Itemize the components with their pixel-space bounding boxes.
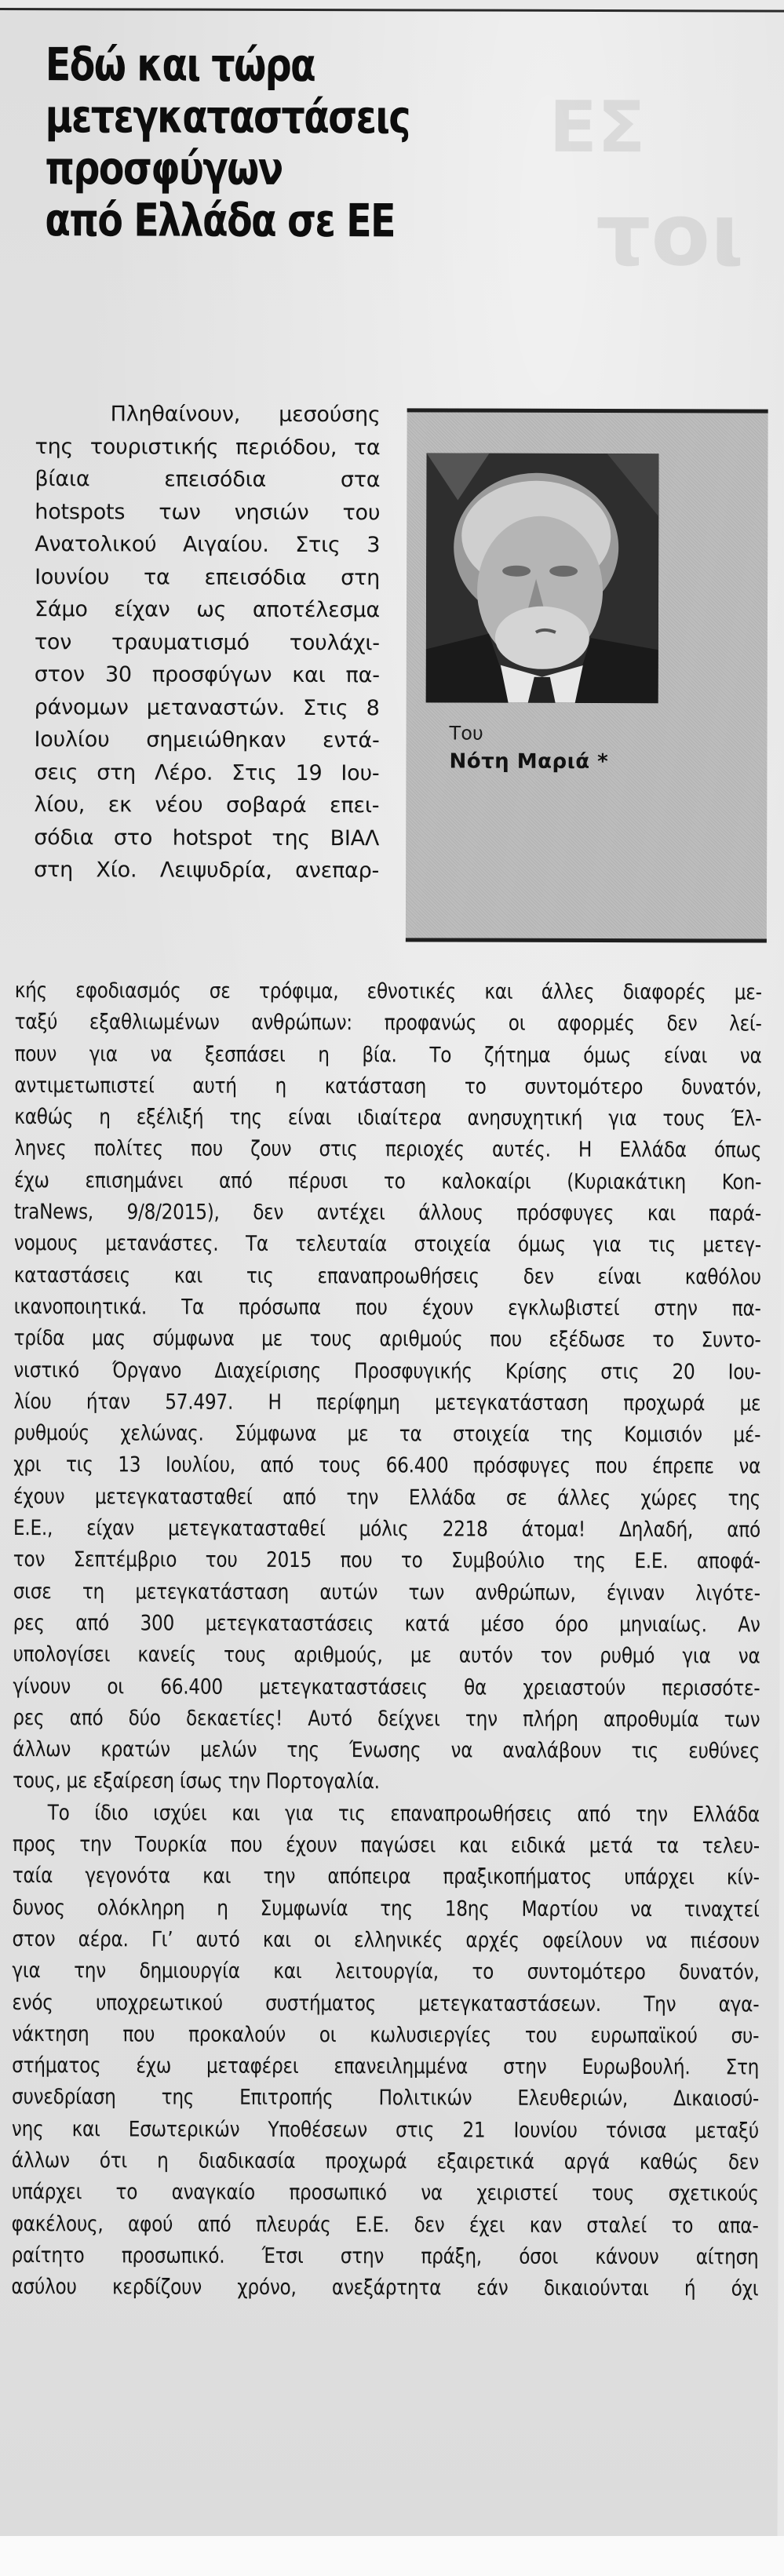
text-line: στον αέρα. Γι’ αυτό και οι ελληνικές αρχές οφείλουν να πιέσουν — [12, 1926, 760, 1954]
text-line: πουν για να ξεσπάσει η βία. Το ζήτημα όμως είναι να — [14, 1041, 762, 1069]
page-margin — [0, 2536, 784, 2576]
text-line: καθώς η εξέλιξή της είναι ιδιαίτερα ανησυχητική για τους Έλ- — [14, 1105, 762, 1131]
byline-prefix: Του — [449, 722, 483, 745]
text-line: τρίδα μας σύμφωνα με τους αριθμούς που εξέδωσε το Συντο- — [13, 1326, 761, 1353]
text-line: traNews, 9/8/2015), δεν αντέχει άλλους πρόσφυγες και παρά- — [13, 1200, 762, 1226]
headline-line: προσφύγων — [45, 141, 283, 195]
text-line: λίου, εκ νέου σοβαρά επει- — [34, 792, 380, 818]
author-box — [406, 408, 768, 942]
text-line: Σάμο είχαν ως αποτέλεσμα — [34, 597, 381, 623]
text-line: ασύλου κερδίζουν χρόνο, ανεξάρτητα εάν δικαιούνται ή όχι — [11, 2275, 759, 2301]
text-line: τον τραυματισμό τουλάχι- — [34, 629, 380, 655]
text-line: ράνομων μεταναστών. Στις 8 — [34, 694, 380, 720]
text-line: έχω επισημάνει από πέρυσι το καλοκαίρι (Κυριακάτικη Kon- — [14, 1168, 762, 1195]
headline-line: Εδώ και τώρα — [45, 38, 315, 93]
text-line: Το ίδιο ισχύει και για τις επαναπροωθήσεις από την Ελλάδα — [47, 1800, 760, 1827]
text-line: γίνουν οι 66.400 μετεγκαταστάσεις θα χρειαστούν περισσότε- — [13, 1674, 760, 1701]
text-line: ρες από 300 μετεγκαταστάσεις κατά μέσο όρο μηνιαίως. Αν — [13, 1610, 760, 1638]
text-line: Ιουνίου τα επεισόδια στη — [35, 564, 381, 590]
text-line: ικανοποιητικά. Τα πρόσωπα που έχουν εγκλωβιστεί στην πα- — [13, 1295, 761, 1321]
text-line: καταστάσεις και τις επαναπροωθήσεις δεν είναι καθόλου — [13, 1262, 761, 1290]
text-line: ταξύ εξαθλιωμένων ανθρώπων: προφανώς οι αφορμές δεν λεί- — [14, 1010, 762, 1037]
newspaper-clipping — [0, 8, 784, 2573]
bleed-through-text: τοι — [596, 184, 745, 286]
text-line: στη Χίο. Λειψυδρία, ανεπαρ- — [34, 858, 380, 884]
author-portrait-icon — [426, 453, 659, 703]
article-body — [11, 975, 761, 2305]
text-line: συνεδρίαση της Επιτροπής Πολιτικών Ελευθεριών, Δικαιοσύ- — [11, 2085, 760, 2111]
text-line: Πληθαίνουν, μεσούσης — [110, 402, 381, 428]
text-line: αντιμετωπιστεί αυτή η κατάσταση το συντομότερο δυνατόν, — [14, 1073, 762, 1100]
text-line: στήματος έχω μεταφέρει επανειλημμένα στην Ευρωβουλή. Στη — [12, 2053, 760, 2080]
text-line: για την δημιουργία και λειτουργία, το συντομότερο δυνατόν, — [12, 1958, 760, 1985]
article-intro-column — [34, 398, 381, 887]
text-line: δυνος ολόκληρη η Συμφωνία της 18ης Μαρτίου να τιναχτεί — [12, 1895, 760, 1922]
text-line: σισε τη μετεγκατάσταση αυτών των ανθρώπων, έγιναν λιγότε- — [13, 1579, 760, 1606]
text-line: ταία γεγονότα και την απόπειρα πραξικοπήματος υπάρχει κίν- — [12, 1864, 760, 1890]
author-photo — [426, 453, 659, 703]
text-line: νομους μετανάστες. Τα τελευταία στοιχεία όμως για τις μετεγ- — [13, 1231, 761, 1258]
text-line: άλλων κρατών μελών της Ένωσης να αναλάβουν τις ευθύνες — [13, 1737, 760, 1764]
text-line: τον Σεπτέμβριο του 2015 που το Συμβούλιο της Ε.Ε. αποφά- — [13, 1547, 760, 1574]
text-line: κής εφοδιασμός σε τρόφιμα, εθνοτικές και άλλες διαφορές με- — [14, 978, 762, 1005]
author-name: Νότη Μαριά * — [449, 749, 609, 774]
text-line: Ανατολικού Αιγαίου. Στις 3 — [35, 532, 381, 558]
text-line: τους, με εξαίρεση ίσως την Πορτογαλία. — [13, 1769, 380, 1794]
text-line: νιστικό Όργανο Διαχείρισης Προσφυγικής Κρίσης στις 20 Ιου- — [13, 1357, 761, 1385]
text-line: ρες από δύο δεκαετίες! Αυτό δείχνει την πλήρη απροθυμία των — [13, 1705, 760, 1733]
text-line: νάκτηση που προκαλούν οι κωλυσιεργίες του ευρωπαϊκού συ- — [12, 2021, 760, 2049]
text-line: στον 30 προσφύγων και πα- — [34, 662, 380, 688]
text-line: Ιουλίου σημειώθηκαν εντά- — [34, 727, 380, 753]
text-line: ληνες πολίτες που ζουν στις περιοχές αυτές. Η Ελλάδα όπως — [14, 1136, 762, 1164]
text-line: προς την Τουρκία που έχουν παγώσει και ειδικά μετά τα τελευ- — [12, 1832, 760, 1859]
text-line: άλλων ότι η διαδικασία προχωρά εξαιρετικά αργά καθώς δεν — [11, 2148, 759, 2175]
text-line: υπάρχει το αναγκαίο προσωπικό να χειριστεί τους σχετικούς — [11, 2180, 759, 2206]
text-line: ραίτητο προσωπικό. Έτσι στην πράξη, όσοι κάνουν αίτηση — [11, 2243, 759, 2270]
text-line: Ε.Ε., είχαν μετεγκατασταθεί μόλις 2218 άτομα! Δηλαδή, από — [13, 1516, 760, 1543]
text-line: βίαια επεισόδια στα — [35, 467, 381, 493]
headline-line: μετεγκαταστάσεις — [45, 89, 410, 144]
text-line: χρι τις 13 Ιουλίου, από τους 66.400 πρόσφυγες που έπρεπε να — [13, 1452, 761, 1479]
text-line: νης και Εσωτερικών Υποθέσεων στις 21 Ιουνίου τόνισα μεταξύ — [11, 2116, 759, 2144]
text-line: ρυθμούς χελώνας. Σύμφωνα με τα στοιχεία της Κομισιόν μέ- — [13, 1421, 761, 1448]
headline-line: από Ελλάδα σε ΕΕ — [45, 193, 395, 248]
text-line: σόδια στο hotspot της ΒΙΑΛ — [34, 825, 380, 851]
article-headline — [45, 38, 410, 246]
text-line: έχουν μετεγκατασταθεί από την Ελλάδα σε άλλες χώρες της — [13, 1484, 761, 1511]
bleed-through-text: ΕΣ — [549, 86, 646, 169]
text-line: υπολογίσει κανείς τους αριθμούς, με αυτόν τον ρυθμό για να — [13, 1642, 760, 1669]
text-line: σεις στη Λέρο. Στις 19 Ιου- — [34, 760, 380, 785]
text-line: λίου ήταν 57.497. Η περίφημη μετεγκατάσταση προχωρά με — [13, 1389, 761, 1416]
text-line: φακέλους, αφού από πλευράς Ε.Ε. δεν έχει καν σταλεί το απα- — [11, 2211, 759, 2239]
text-line: hotspots των νησιών του — [35, 499, 381, 525]
text-line: ενός υποχρεωτικού συστήματος μετεγκαταστάσεων. Την αγα- — [12, 1990, 760, 2017]
text-line: της τουριστικής περιόδου, τα — [35, 434, 381, 460]
